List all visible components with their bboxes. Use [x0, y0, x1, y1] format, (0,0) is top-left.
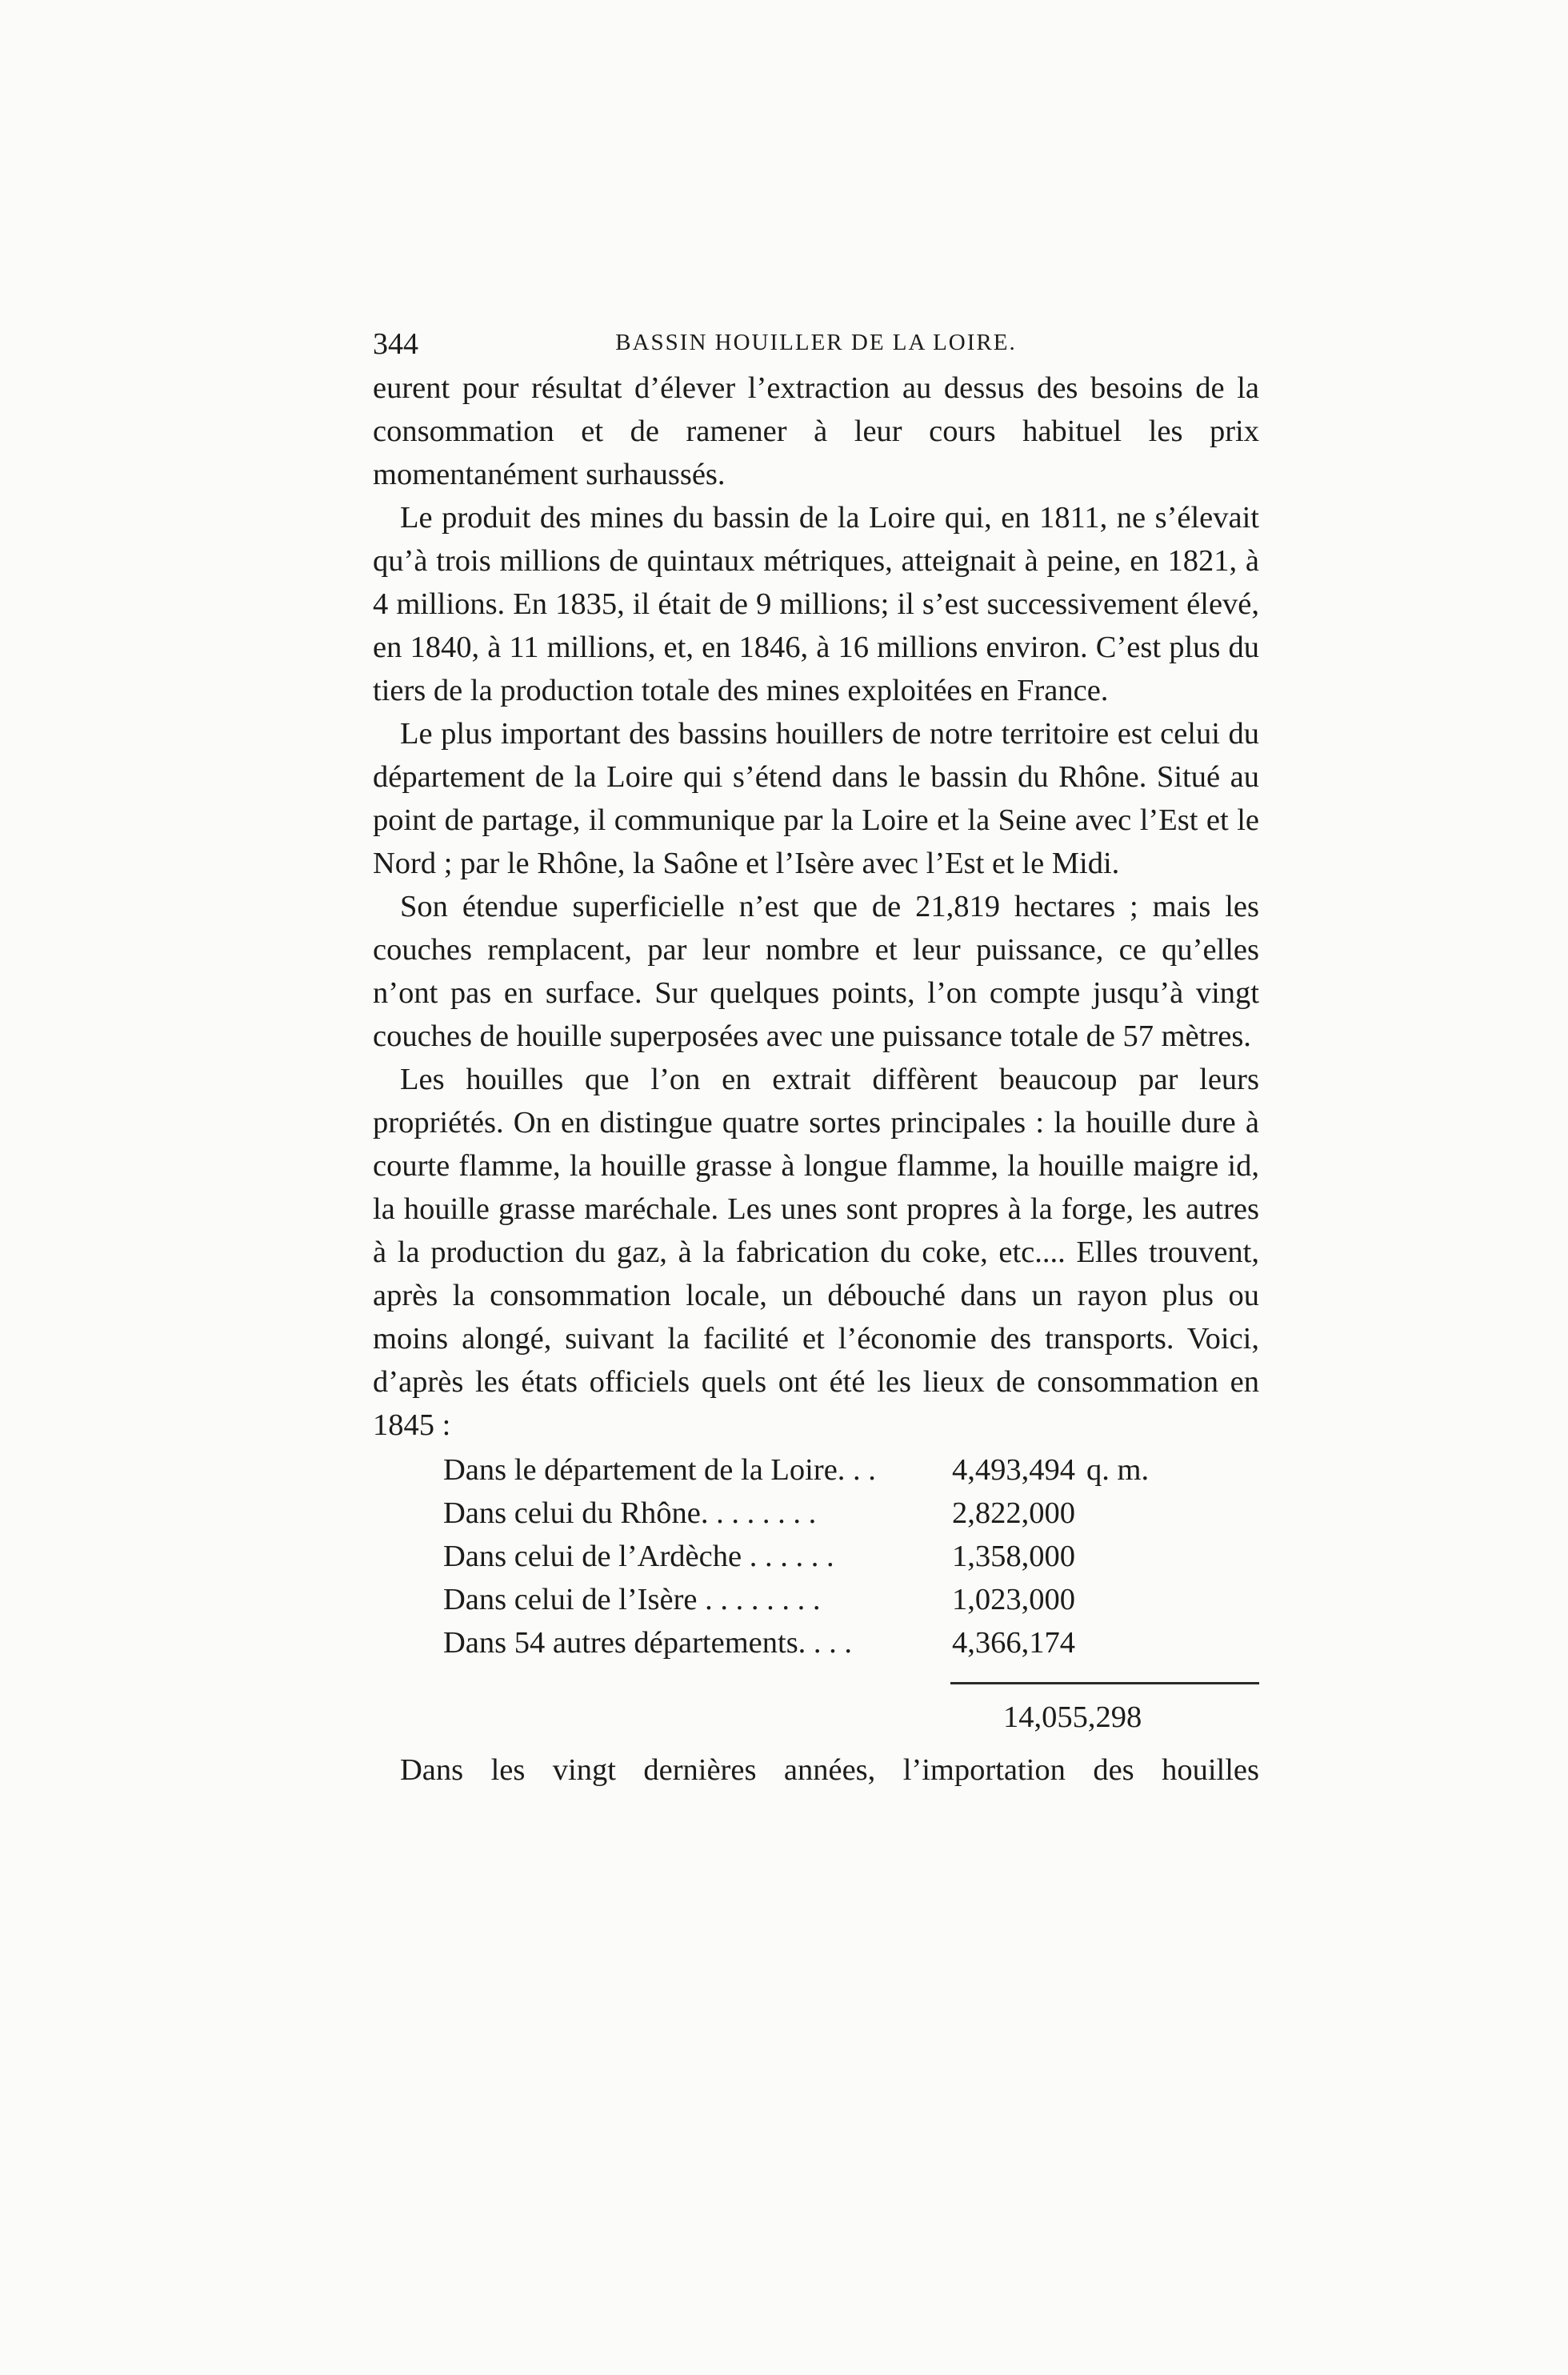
- page-header: [373, 326, 1259, 366]
- total-value: 14,055,298: [1003, 1700, 1142, 1734]
- body-text: [373, 366, 1259, 1447]
- unit-cell: [1075, 1535, 1174, 1578]
- paragraph: Le produit des mines du bassin de la Loire qui, en 1811, ne s’élevait qu’à trois millions de quintaux métriques, atteignait à peine, en 1821, à 4 millions. En 1835, il était de 9 millions; il s’est successivement élevé, en 1840, à 11 millions, et, en 1846, à 16 millions environ. C’est plus du tiers de la production totale des mines exploitées en France.: [373, 501, 1259, 707]
- table-row: [373, 1492, 1174, 1535]
- consumption-table: [373, 1448, 1174, 1664]
- location-cell: Dans le département de la Loire. . .: [443, 1453, 876, 1487]
- location-cell: Dans 54 autres départements. . . .: [443, 1626, 853, 1660]
- table-row: [373, 1621, 1174, 1664]
- location-cell: Dans celui du Rhône. . . . . . . .: [443, 1496, 817, 1530]
- table-row: [373, 1535, 1174, 1578]
- table-row: [373, 1448, 1174, 1492]
- paragraph: Le plus important des bassins houillers de notre territoire est celui du département de la Loire qui s’étend dans le bassin du Rhône. Situé au point de partage, il communique par la Loire et la Seine avec l’Est et le Nord ; par le Rhône, la Saône et l’Isère avec l’Est et le Midi.: [373, 717, 1259, 880]
- location-cell: Dans celui de l’Ardèche . . . . . .: [443, 1540, 834, 1573]
- page-number: 344: [373, 327, 418, 361]
- quantity-cell: 4,366,174: [952, 1626, 1075, 1660]
- location-cell: Dans celui de l’Isère . . . . . . . .: [443, 1583, 821, 1616]
- table-row: [373, 1578, 1174, 1621]
- book-page: [373, 326, 1259, 1792]
- unit-cell: [1075, 1578, 1174, 1621]
- paragraph: eurent pour résultat d’élever l’extraction au dessus des besoins de la consommation et de ramener à leur cours habituel les prix momentanément surhaussés.: [373, 371, 1259, 491]
- unit-cell: q. m.: [1086, 1453, 1150, 1487]
- running-title: BASSIN HOUILLER DE LA LOIRE.: [615, 330, 1017, 355]
- closing-line: Dans les vingt dernières années, l’importation des houilles: [400, 1753, 1259, 1787]
- paragraph: Son étendue superficielle n’est que de 21,819 hectares ; mais les couches remplacent, par leur nombre et leur puissance, ce qu’elles n’ont pas en surface. Sur quelques points, l’on compte jusqu’à vingt couches de houille superposées avec une puissance totale de 57 mètres.: [373, 890, 1259, 1053]
- quantity-cell: 1,358,000: [952, 1540, 1075, 1573]
- total-divider: [950, 1682, 1259, 1684]
- unit-cell: [1075, 1621, 1174, 1664]
- quantity-cell: 1,023,000: [952, 1583, 1075, 1616]
- quantity-cell: 2,822,000: [952, 1496, 1075, 1530]
- paragraph: Les houilles que l’on en extrait diffèrent beaucoup par leurs propriétés. On en distingue quatre sortes principales : la houille dure à courte flamme, la houille grasse à longue flamme, la houille maigre id, la houille grasse maréchale. Les unes sont propres à la forge, les autres à la production du gaz, à la fabrication du coke, etc.... Elles trouvent, après la consommation locale, un débouché dans un rayon plus ou moins alongé, suivant la facilité et l’économie des transports. Voici, d’après les états officiels quels ont été les lieux de consommation en 1845 :: [373, 1063, 1259, 1442]
- quantity-cell: 4,493,494: [952, 1453, 1075, 1487]
- unit-cell: [1075, 1492, 1174, 1535]
